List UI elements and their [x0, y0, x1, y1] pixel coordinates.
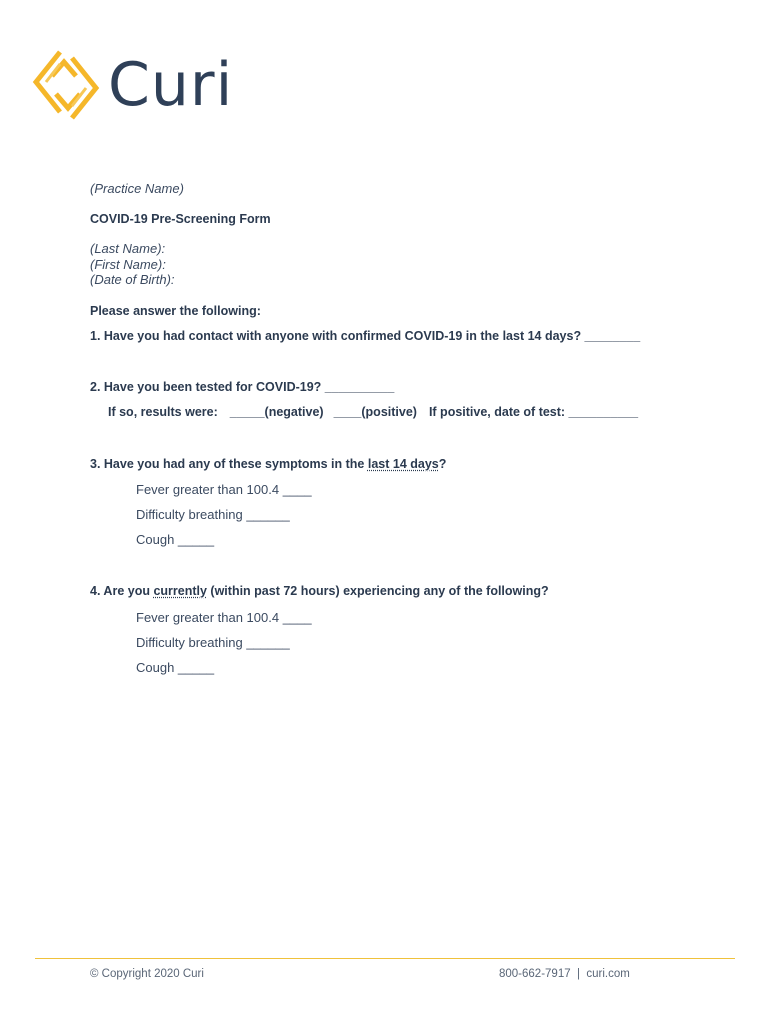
question-1: 1. Have you had contact with anyone with confirmed COVID-19 in the last 14 days? ________	[90, 329, 641, 343]
question-4-suffix: (within past 72 hours) experiencing any of the following?	[206, 584, 549, 598]
question-2-results	[108, 405, 638, 419]
question-4-emphasis: currently	[153, 584, 207, 598]
last-name-field: (Last Name):	[90, 241, 166, 256]
question-4	[90, 584, 549, 598]
question-3-emphasis: last 14 days	[367, 457, 439, 471]
results-label: If so, results were:	[108, 405, 218, 419]
q4-symptom-cough: Cough _____	[136, 660, 215, 675]
footer-separator: |	[577, 968, 581, 980]
question-3-prefix: 3. Have you had any of these symptoms in the	[90, 457, 368, 471]
form-title: COVID-19 Pre-Screening Form	[90, 212, 271, 226]
first-name-field: (First Name):	[90, 257, 166, 272]
question-3	[90, 457, 446, 471]
dob-field: (Date of Birth):	[90, 272, 175, 287]
curi-wordmark: Curi	[108, 50, 234, 120]
positive-blank: ____(positive)	[333, 405, 417, 419]
website-link[interactable]: curi.com	[586, 968, 630, 980]
q4-symptom-breathing: Difficulty breathing ______	[136, 635, 290, 650]
test-date-blank: If positive, date of test: __________	[428, 405, 639, 419]
instructions: Please answer the following:	[90, 304, 261, 318]
footer-contact	[499, 968, 630, 980]
q3-symptom-breathing: Difficulty breathing ______	[136, 507, 290, 522]
phone-number: 800-662-7917	[499, 968, 571, 980]
q4-symptom-fever: Fever greater than 100.4 ____	[136, 610, 312, 625]
question-2: 2. Have you been tested for COVID-19? __________	[90, 380, 395, 394]
practice-name: (Practice Name)	[90, 181, 184, 196]
question-4-prefix: 4. Are you	[90, 584, 154, 598]
copyright: © Copyright 2020 Curi	[90, 968, 204, 980]
curi-diamond-icon	[30, 46, 102, 124]
footer-divider	[35, 958, 735, 959]
q3-symptom-fever: Fever greater than 100.4 ____	[136, 482, 312, 497]
q3-symptom-cough: Cough _____	[136, 532, 215, 547]
question-3-suffix: ?	[438, 457, 447, 471]
negative-blank: _____(negative)	[229, 405, 324, 419]
practice-name-text: Practice Name	[94, 181, 180, 196]
curi-logo	[30, 46, 245, 126]
